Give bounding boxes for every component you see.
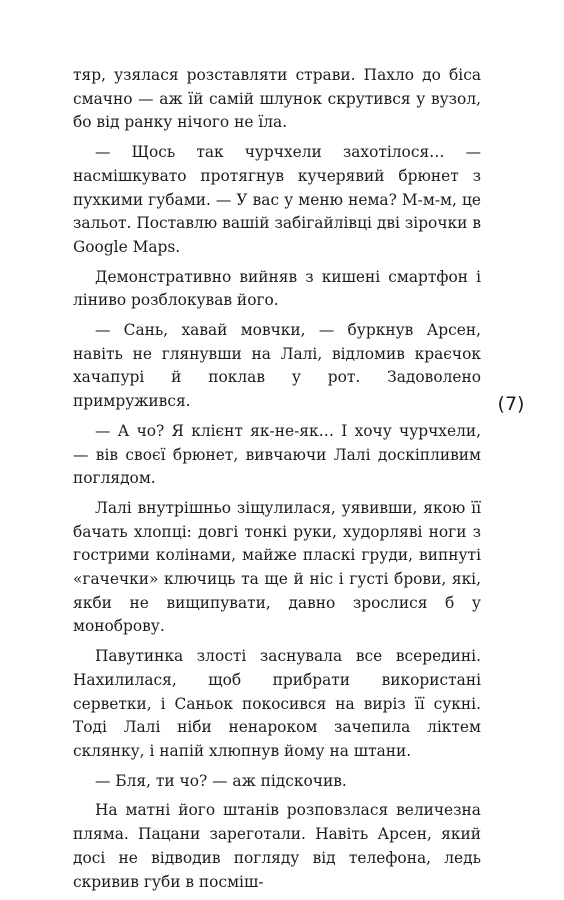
- paragraph: Лалі внутрішньо зіщулилася, уявивши, якою її бачать хлопці: довгі тонкі руки, худорляві ноги з гострими колінами, майже пласкі груди, випнуті «гачечки» ключиць та ще й ніс і густі брови, які, якби не вищипувати, давно зрослися б у моноброву.: [73, 498, 481, 636]
- paragraph: — Бля, ти чо? — аж підскочив.: [95, 771, 347, 790]
- paragraph: — Щось так чурчхели захотілося… — насмішкувато протягнув кучерявий брюнет з пухкими губами. — У вас у меню нема? М-м-м, це зальот. Поставлю вашій забігайлівці дві зірочки в Google Maps.: [73, 143, 481, 256]
- page-number: (7): [497, 393, 525, 415]
- paragraph: — А чо? Я клієнт як-не-як… І хочу чурчхели, — вів своєї брюнет, вивчаючи Лалі доскіпливим поглядом.: [73, 421, 481, 488]
- paragraph: Павутинка злості заснувала все всередині. Нахилилася, щоб прибрати використані серветки, і Саньок покосився на виріз її сукні. Тоді Лалі ніби ненароком зачепила ліктем склянку, і напій хлюпнув йому на штани.: [73, 647, 481, 760]
- paragraph: — Сань, хавай мовчки, — буркнув Арсен, навіть не глянувши на Лалі, відломив краєчок хачапурі й поклав у рот. Задоволено примружився.: [73, 321, 481, 411]
- body-text: [73, 64, 481, 900]
- paragraph: тяр, узялася розставляти страви. Пахло до біса смачно — аж їй самій шлунок скрутився у вузол, бо від ранку нічого не їла.: [73, 66, 481, 132]
- paragraph: На матні його штанів розповзлася величезна пляма. Пацани зареготали. Навіть Арсен, який досі не відводив погляду від телефона, ледь скривив губи в посміш-: [73, 801, 481, 891]
- paragraph: Демонстративно вийняв з кишені смартфон і ліниво розблокував його.: [73, 267, 481, 310]
